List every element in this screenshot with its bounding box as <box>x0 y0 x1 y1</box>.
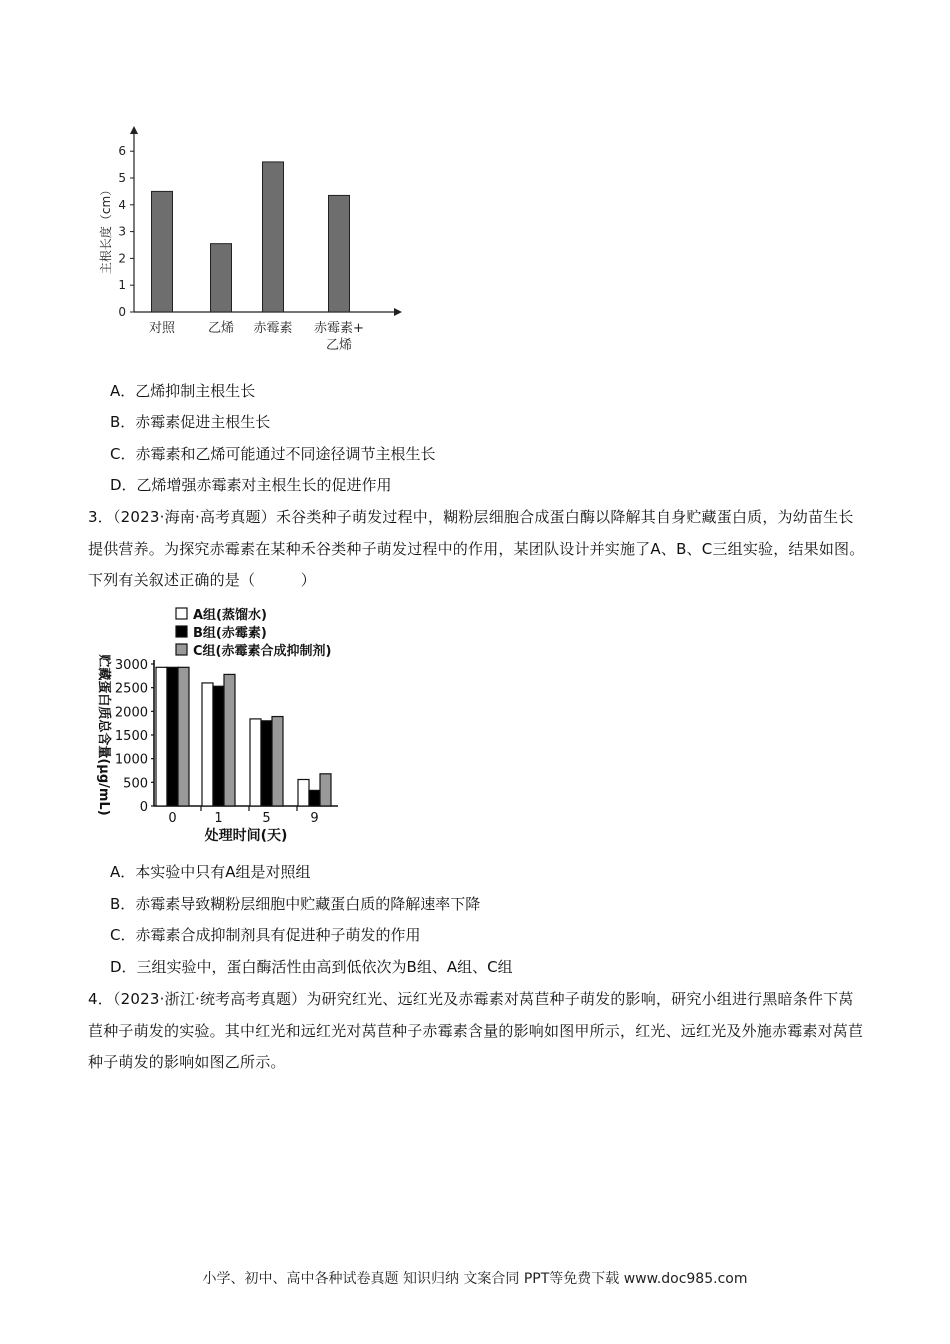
y-tick-label: 0 <box>139 800 148 815</box>
legend-swatch <box>176 608 187 619</box>
bar <box>298 779 309 806</box>
x-axis-label: 处理时间(天) <box>204 828 288 844</box>
x-tick-label: 赤霉素 <box>253 321 293 336</box>
bar <box>202 683 213 806</box>
y-tick-label: 5 <box>118 171 126 185</box>
x-tick-label: 赤霉素+ <box>314 321 364 336</box>
x-tick-label: 对照 <box>148 321 176 336</box>
bar <box>329 195 350 312</box>
q2-option-a: A．乙烯抑制主根生长 <box>110 382 256 400</box>
x-tick-label: 1 <box>214 811 223 826</box>
x-tick-label: 乙烯 <box>325 338 353 353</box>
q4-stem: 4．（2023·浙江·统考高考真题）为研究红光、远红光及赤霉素对莴苣种子萌发的影响，研究小组进行黑暗条件下莴苣种子萌发的实验。其中红光和远红光对莴苣种子赤霉素含量的影响如图甲所示，红光、远红光及外施赤霉素对莴苣种子萌发的影响如图乙所示。 <box>88 990 864 1071</box>
x-tick-label: 0 <box>168 811 177 826</box>
y-axis-label: 贮藏蛋白质总含量(μg/mL) <box>96 654 111 816</box>
bar <box>211 244 232 312</box>
y-tick-label: 2500 <box>114 681 148 697</box>
bar <box>272 717 283 806</box>
bar <box>156 667 167 806</box>
bar <box>320 774 331 806</box>
bar <box>167 667 178 806</box>
y-tick-label: 2000 <box>114 705 148 721</box>
y-tick-label: 4 <box>118 197 126 212</box>
legend-swatch <box>176 626 187 637</box>
protein-content-chart <box>88 598 388 848</box>
q3-option-a: A．本实验中只有A组是对照组 <box>110 863 311 881</box>
y-tick-label: 2 <box>118 251 126 266</box>
bar <box>152 191 173 312</box>
y-tick-label: 1000 <box>114 752 148 768</box>
legend-swatch <box>176 644 187 655</box>
x-tick-label: 5 <box>262 811 271 826</box>
q2-option-b: B．赤霉素促进主根生长 <box>110 413 271 431</box>
q3-option-b: B．赤霉素导致糊粉层细胞中贮藏蛋白质的降解速率下降 <box>110 895 481 913</box>
x-tick-label: 9 <box>310 811 319 826</box>
q2-option-d: D．乙烯增强赤霉素对主根生长的促进作用 <box>110 476 392 494</box>
y-tick-label: 0 <box>118 305 126 319</box>
q3-stem: 3．（2023·海南·高考真题）禾谷类种子萌发过程中，糊粉层细胞合成蛋白酶以降解其自身贮藏蛋白质，为幼苗生长提供营养。为探究赤霉素在某种禾谷类种子萌发过程中的作用，某团队设计并实施了A、B、C三组实验，结果如图。下列有关叙述正确的是（ ） <box>88 508 865 589</box>
y-tick-label: 6 <box>118 144 126 159</box>
bar <box>178 667 189 806</box>
x-axis-arrow <box>394 308 402 316</box>
x-tick-label: 乙烯 <box>207 321 235 336</box>
root-length-chart <box>90 118 420 368</box>
y-tick-label: 1500 <box>114 729 148 744</box>
y-axis-label: 主根长度（cm） <box>99 183 113 275</box>
q2-option-c: C．赤霉素和乙烯可能通过不同途径调节主根生长 <box>110 445 436 463</box>
legend-label: A组(蒸馏水) <box>193 608 267 623</box>
legend-label: C组(赤霉素合成抑制剂) <box>193 644 332 659</box>
y-tick-label: 3 <box>118 224 126 239</box>
q3-option-d: D．三组实验中，蛋白酶活性由高到低依次为B组、A组、C组 <box>110 958 513 976</box>
y-tick-label: 500 <box>123 776 148 792</box>
bar <box>250 719 261 806</box>
bar <box>263 162 284 312</box>
bar <box>224 674 235 806</box>
legend-label: B组(赤霉素) <box>193 626 267 641</box>
bar <box>309 790 320 806</box>
y-tick-label: 3000 <box>114 658 148 673</box>
bar <box>261 721 272 806</box>
bar <box>213 686 224 806</box>
y-tick-label: 1 <box>118 278 126 293</box>
q3-option-c: C．赤霉素合成抑制剂具有促进种子萌发的作用 <box>110 926 421 944</box>
page-footer: 小学、初中、高中各种试卷真题 知识归纳 文案合同 PPT等免费下载 www.doc985.com <box>202 1271 748 1287</box>
y-axis-arrow <box>130 126 138 134</box>
